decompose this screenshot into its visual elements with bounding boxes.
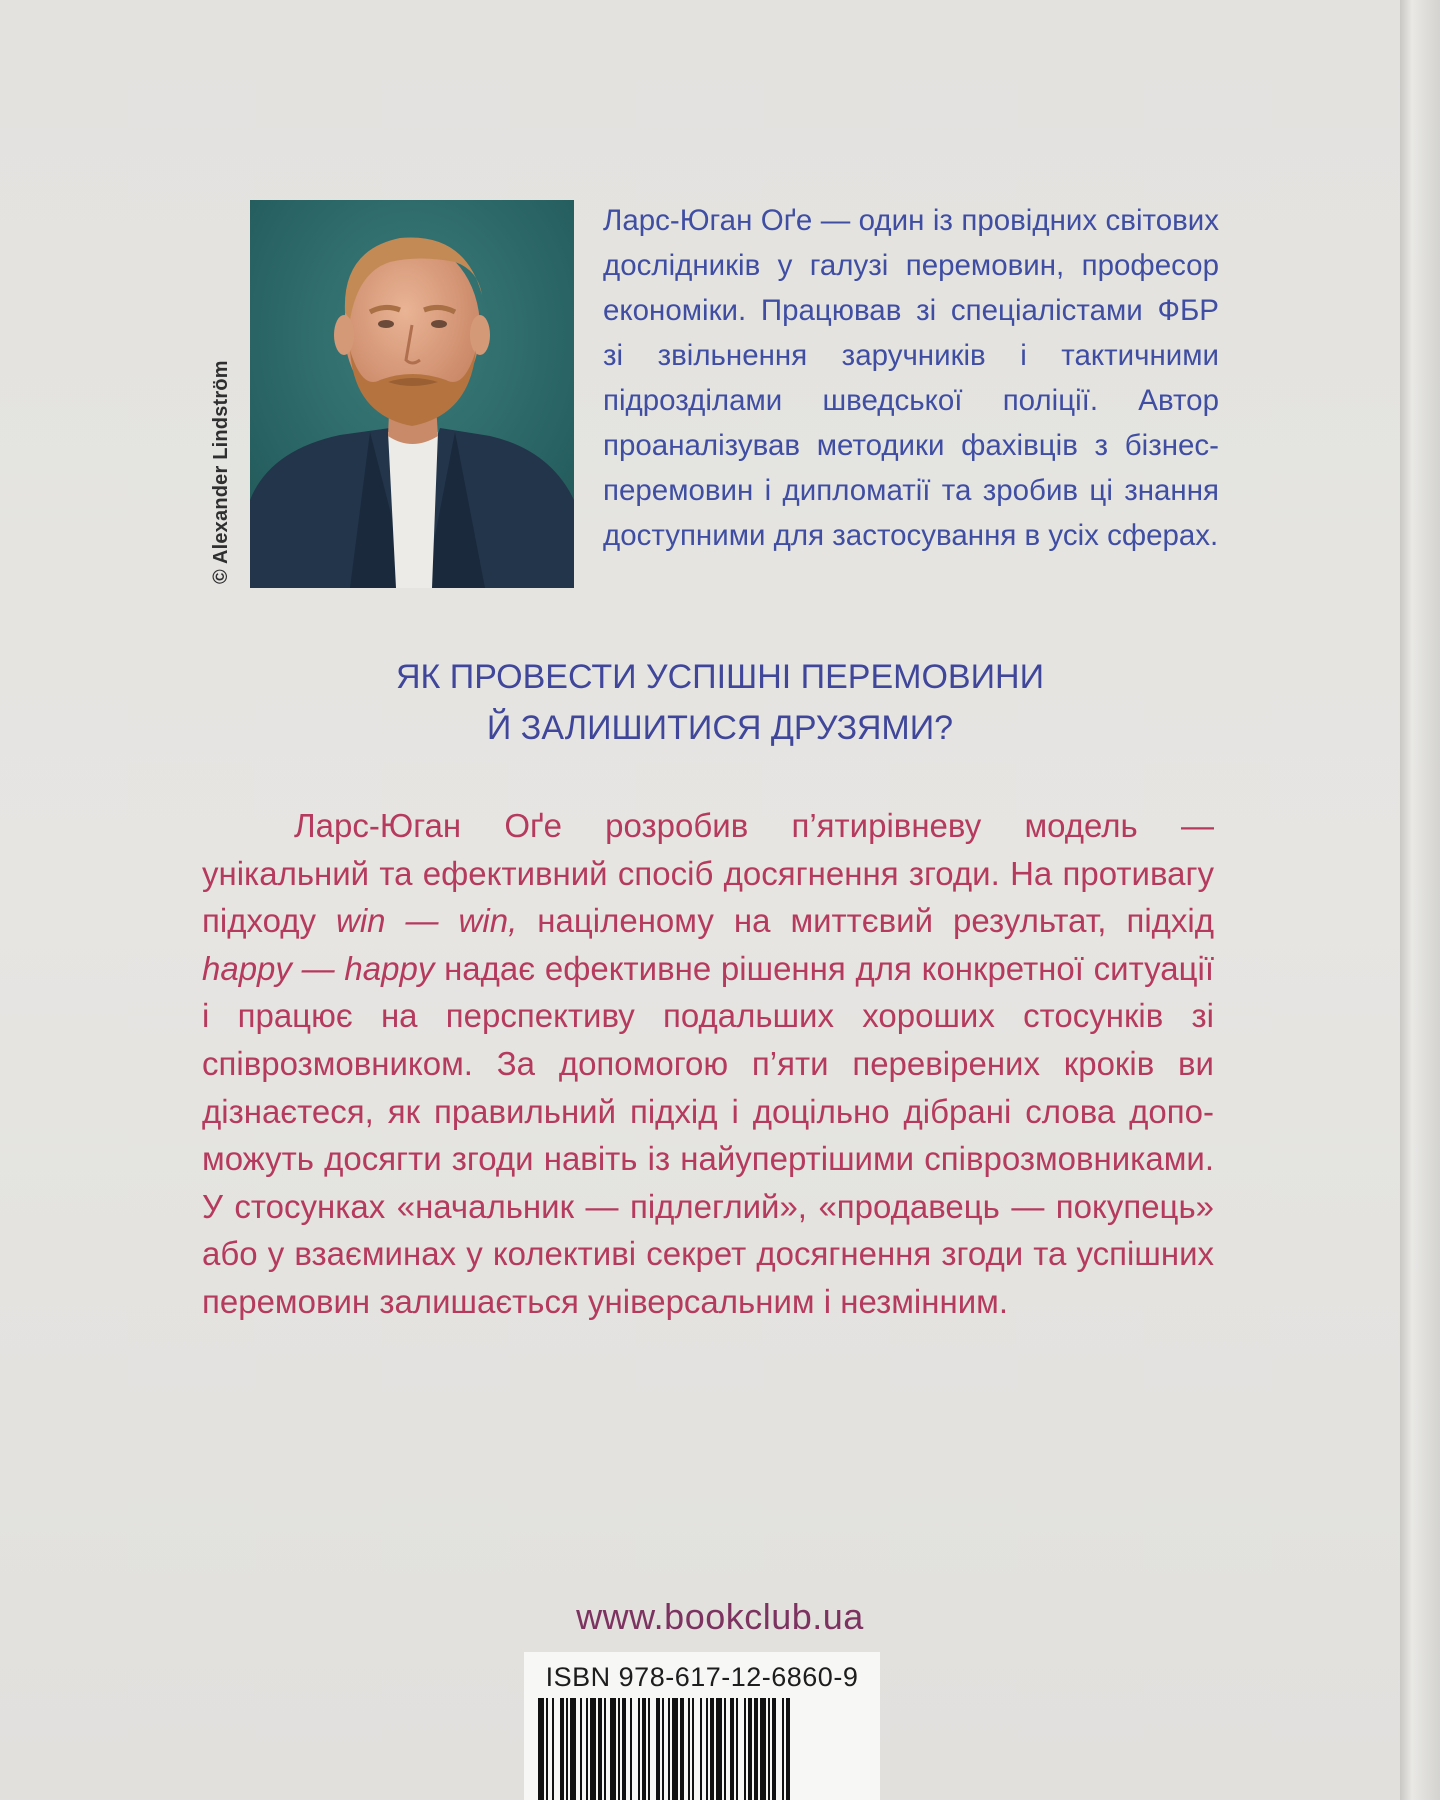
barcode-bar (586, 1698, 588, 1800)
barcode-bar (668, 1698, 670, 1800)
barcode-bar (648, 1698, 650, 1800)
barcode-bar (736, 1698, 738, 1800)
barcode-bar (590, 1698, 596, 1800)
barcode-bar (618, 1698, 620, 1800)
headline-line-1: ЯК ПРОВЕСТИ УСПІШНІ ПЕРЕМОВИНИ (395, 658, 1045, 696)
barcode-bar (748, 1698, 752, 1800)
author-bio: Ларс-Юган Оґе — один із провідних світових дослідників у галузі перемовин, професор економіки. Працював зі спеціалістами ФБР зі звільнення заручників і тактичними підрозділами шведської поліції. Автор проаналізував методики фахівців з бізнес-перемовин і дипломатії та зробив ці знання доступними для застосування в усіх сферах. (603, 204, 1219, 552)
barcode-bar (786, 1698, 790, 1800)
barcode-bar (580, 1698, 582, 1800)
barcode-bar (706, 1698, 708, 1800)
description-part-3: надає ефективне рішення для конкретної ситуації і працює на перспективу подальших хороших стосунків зі співрозмовником. За допомогою п’яти перевірених кроків ви дізнаєтеся, як правильний підхід і доцільно дібрані слова допоможуть досягти згоди навіть із найупертішими співрозмовниками. У стосунках «начальник — підлеглий», «продавець — покупець» або у взаєминах у колективі секрет досягнення згоди та успішних перемовин залишається універсальним і незмінним. (202, 949, 1214, 1320)
barcode-bar (760, 1698, 766, 1800)
headline-line-2: Й ЗАЛИШИТИСЯ ДРУЗЯМИ? (486, 709, 954, 747)
barcode-bar (700, 1698, 702, 1800)
barcode-bar (642, 1698, 646, 1800)
barcode-bar (688, 1698, 690, 1800)
barcode-bar (710, 1698, 714, 1800)
barcode-bar (772, 1698, 776, 1800)
barcode-bar (566, 1698, 568, 1800)
description-part-1: Ларс-Юган Оґе розробив п’ятирівневу модель — унікальний та ефективний спосіб досягнення згоди. На противагу підходу (202, 807, 1214, 940)
barcode-bar (662, 1698, 664, 1800)
barcode-bar (656, 1698, 660, 1800)
barcode-bar (730, 1698, 734, 1800)
barcode-bar (638, 1698, 640, 1800)
barcode-bar (630, 1698, 632, 1800)
barcode-bar (552, 1698, 554, 1800)
barcode-area (524, 1652, 880, 1800)
headline (200, 652, 1240, 754)
barcode-bar (680, 1698, 684, 1800)
description-italic-win-win: win — win, (336, 902, 518, 940)
author-photo (250, 200, 574, 588)
isbn-number: ISBN 978-617-12-6860-9 (545, 1662, 859, 1692)
barcode-bar (692, 1698, 694, 1800)
barcode-bar (560, 1698, 564, 1800)
cover-spine-edge (1400, 0, 1440, 1800)
barcode-icon (538, 1698, 866, 1800)
barcode-bar (744, 1698, 746, 1800)
publisher-url: www.bookclub.ua (576, 1596, 864, 1637)
barcode-bar (782, 1698, 784, 1800)
barcode-bar (754, 1698, 758, 1800)
barcode-bar (610, 1698, 616, 1800)
photo-credit: © Alexander Lindström (210, 360, 232, 584)
barcode-bar (768, 1698, 770, 1800)
barcode-bar (570, 1698, 576, 1800)
description-italic-happy-happy: happy — happy (202, 949, 435, 987)
barcode-bar (716, 1698, 722, 1800)
barcode-bar (598, 1698, 602, 1800)
barcode-bar (724, 1698, 726, 1800)
barcode-bar (538, 1698, 544, 1800)
book-description (202, 802, 1214, 1326)
description-part-2: націленому на миттєвий результат, підхід (517, 902, 1214, 940)
barcode-bar (622, 1698, 626, 1800)
barcode-bar (672, 1698, 678, 1800)
barcode-bar (546, 1698, 548, 1800)
barcode-bar (604, 1698, 606, 1800)
